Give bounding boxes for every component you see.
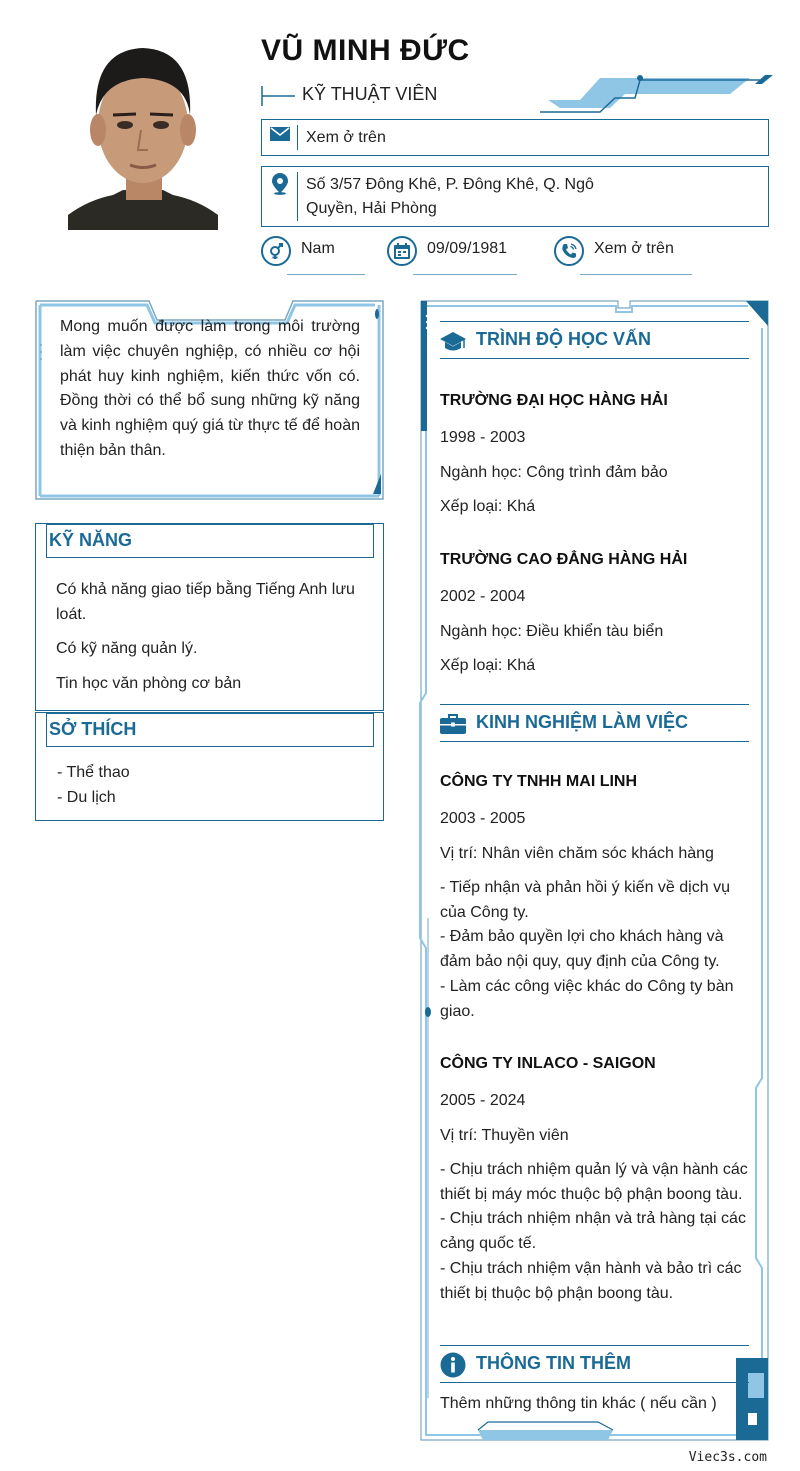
gender-value: Nam: [301, 240, 335, 257]
job-period: 2005 - 2024: [440, 1092, 526, 1109]
job-period: 2003 - 2005: [440, 810, 526, 827]
candidate-name: VŨ MINH ĐỨC: [261, 34, 470, 67]
phone-value[interactable]: Xem ở trên: [594, 240, 674, 257]
email-row: [261, 119, 769, 156]
job-title: KỸ THUẬT VIÊN: [302, 84, 438, 104]
skill-item: Có kỹ năng quản lý.: [56, 640, 198, 657]
title-line-decoration: [261, 86, 295, 106]
job-duty: - Chịu trách nhiệm quản lý và vận hành các thiết bị máy móc thuộc bộ phận boong tàu.: [440, 1161, 748, 1203]
job-position: Vị trí: Nhân viên chăm sóc khách hàng: [440, 845, 714, 862]
additional-heading: THÔNG TIN THÊM: [476, 1353, 631, 1373]
address-line-2: Quyền, Hải Phòng: [306, 200, 437, 217]
company-name: CÔNG TY TNHH MAI LINH: [440, 773, 638, 790]
address-row: [261, 166, 769, 227]
job-duties: [440, 876, 750, 1024]
header-decoration: [540, 70, 775, 115]
address-line-1: Số 3/57 Đông Khê, P. Đông Khê, Q. Ngô: [306, 176, 594, 193]
education-heading: TRÌNH ĐỘ HỌC VẤN: [476, 329, 651, 349]
experience-heading: KINH NGHIỆM LÀM VIỆC: [476, 712, 689, 732]
avatar: [68, 30, 218, 230]
job-duty: - Đảm bảo quyền lợi cho khách hàng và đảm bảo nội quy, quy định của Công ty.: [440, 928, 724, 971]
skills-section: [35, 523, 384, 711]
skill-item: Có khả năng giao tiếp bằng Tiếng Anh lưu loát.: [56, 581, 355, 623]
job-duty: - Chịu trách nhiệm nhận và trả hàng tại các cảng quốc tế.: [440, 1210, 746, 1253]
experience-heading-box: [440, 704, 749, 742]
job-position: Vị trí: Thuyền viên: [440, 1127, 569, 1144]
school-major: Ngành học: Điều khiển tàu biển: [440, 623, 664, 640]
gender-icon: [261, 236, 291, 266]
birthday-value: 09/09/1981: [427, 240, 508, 257]
briefcase-icon: [440, 711, 466, 737]
education-heading-box: [440, 321, 749, 359]
job-duty: - Chịu trách nhiệm vận hành và bảo trì các thiết bị thuộc bộ phận boong tàu.: [440, 1259, 742, 1302]
additional-heading-box: [440, 1345, 749, 1383]
school-grade: Xếp loại: Khá: [440, 657, 536, 674]
additional-text: Thêm những thông tin khác ( nếu cần ): [440, 1395, 717, 1412]
info-icon: [440, 1352, 466, 1378]
profile-photo: [68, 30, 218, 230]
hobbies-section: [35, 712, 384, 821]
job-duties: [440, 1158, 750, 1306]
phone-icon: [554, 236, 584, 266]
hobby-item: - Thể thao: [57, 764, 130, 781]
address-value: [306, 173, 758, 221]
hobby-item: - Du lịch: [57, 789, 116, 806]
school-name: TRƯỜNG ĐẠI HỌC HÀNG HẢI: [440, 392, 668, 409]
email-value[interactable]: Xem ở trên: [306, 129, 386, 146]
school-period: 2002 - 2004: [440, 588, 526, 605]
company-name: CÔNG TY INLACO - SAIGON: [440, 1055, 656, 1072]
school-major: Ngành học: Công trình đảm bảo: [440, 464, 668, 481]
job-duty: - Làm các công việc khác do Công ty bàn giao.: [440, 977, 734, 1020]
email-icon: [262, 120, 298, 142]
graduation-cap-icon: [440, 328, 466, 354]
skills-heading-box: [46, 524, 374, 558]
skills-heading: KỸ NĂNG: [49, 530, 133, 550]
school-period: 1998 - 2003: [440, 429, 526, 446]
job-duty: - Tiếp nhận và phản hồi ý kiến về dịch vụ của Công ty.: [440, 879, 730, 921]
location-icon: [262, 167, 298, 195]
watermark[interactable]: Viec3s.com: [688, 1450, 767, 1465]
calendar-icon: [387, 236, 417, 266]
hobbies-heading-box: [46, 713, 374, 747]
skill-item: Tin học văn phòng cơ bản: [56, 675, 242, 692]
school-grade: Xếp loại: Khá: [440, 498, 536, 515]
school-name: TRƯỜNG CAO ĐẲNG HÀNG HẢI: [440, 551, 688, 568]
hobbies-heading: SỞ THÍCH: [49, 719, 137, 739]
career-objective: Mong muốn được làm trong môi trường làm việc chuyên nghiệp, có nhiều cơ hội phát huy kinh nghiệm, kiến thức vốn có. Đồng thời có thể bổ sung những kỹ năng và kinh nghiệm quý giá từ thực tế để hoàn thiện bản thân.: [60, 318, 360, 459]
